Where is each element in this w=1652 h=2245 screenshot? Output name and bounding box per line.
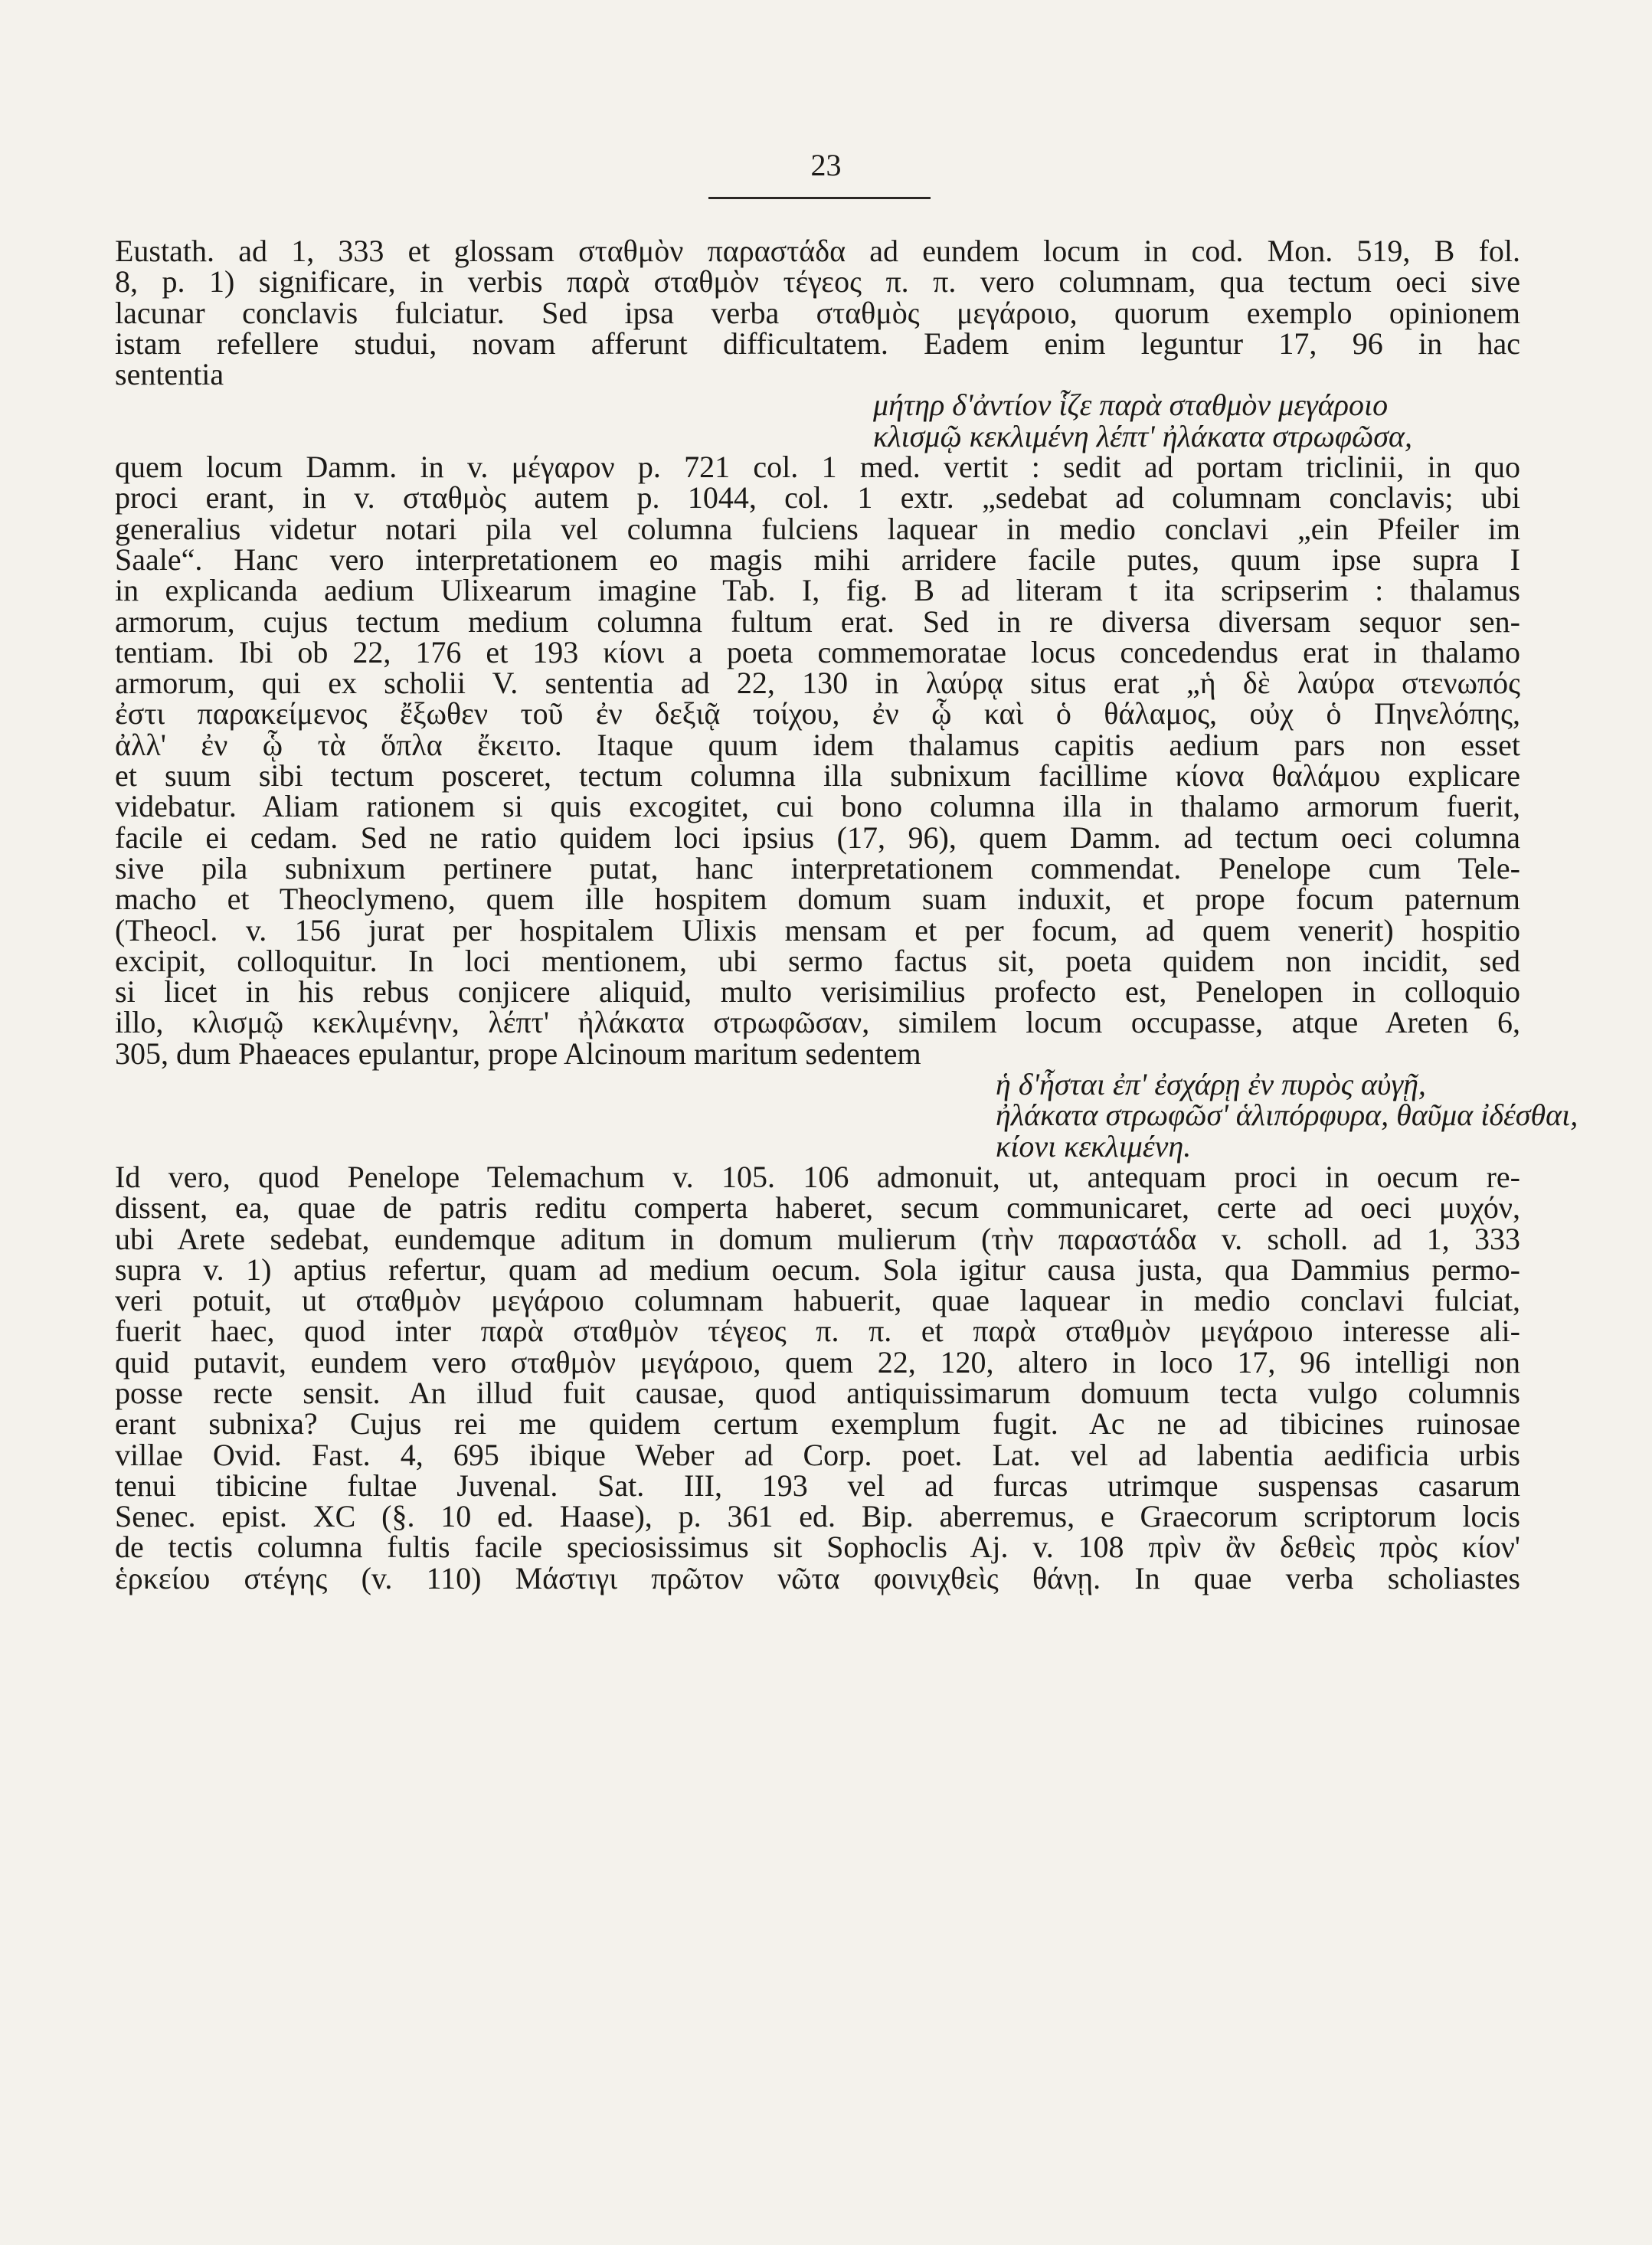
text-line: supra v. 1) aptius refertur, quam ad medium oecum. Sola igitur causa justa, qua Dammius permo- <box>115 1252 1520 1287</box>
text-line: videbatur. Aliam rationem si quis excogitet, cui bono columna illa in thalamo armorum fuerit, <box>115 789 1520 824</box>
text-line: illo, κλισμῷ κεκλιμένην, λέπτ' ἠλάκατα στρωφῶσαν, similem locum occupasse, atque Areten 6, <box>115 1005 1520 1040</box>
text-line: quid putavit, eundem vero σταθμὸν μεγάροιο, quem 22, 120, altero in loco 17, 96 intelligi non <box>115 1344 1520 1379</box>
text-line: lacunar conclavis fulciatur. Sed ipsa verba σταθμὸς μεγάροιο, quorum exemplo opinionem <box>115 295 1520 330</box>
text-line: armorum, cujus tectum medium columna fultum erat. Sed in re diversa diversam sequor sen- <box>115 604 1520 639</box>
text-line: veri potuit, ut σταθμὸν μεγάροιο columnam habuerit, quae laquear in medio conclavi fulciat, <box>115 1283 1520 1318</box>
text-line: 8, p. 1) significare, in verbis παρὰ σταθμὸν τέγεος π. π. vero columnam, qua tectum oeci sive <box>115 264 1520 299</box>
text-line: Saale“. Hanc vero interpretationem eo magis mihi arridere facile putes, quum ipse supra I <box>115 542 1520 577</box>
text-line: 305, dum Phaeaces epulantur, prope Alcinoum maritum sedentem <box>115 1036 921 1071</box>
text-line: sive pila subnixum pertinere putat, hanc interpretationem commendat. Penelope cum Tele- <box>115 850 1520 885</box>
text-line: et suum sibi tectum posceret, tectum columna illa subnixum facillime κίονα θαλάμου explicare <box>115 758 1520 794</box>
quote-line: ἠλάκατα στρωφῶσ' ἁλιπόρφυρα, θαῦμα ἰδέσθαι, <box>996 1098 1578 1133</box>
text-line: dissent, ea, quae de patris reditu comperta haberet, secum communicaret, certe ad oeci μυχόν, <box>115 1190 1520 1226</box>
quote-line: κλισμῷ κεκλιμένη λέπτ' ἠλάκατα στρωφῶσα, <box>873 418 1412 453</box>
page-number: 23 <box>810 148 842 182</box>
text-line: generalius videtur notari pila vel columna fulciens laquear in medio conclavi „ein Pfeiler im <box>115 511 1520 546</box>
text-line: excipit, colloquitur. In loci mentionem, ubi sermo factus sit, poeta quidem non incidit, sed <box>115 943 1520 978</box>
text-line: Eustath. ad 1, 333 et glossam σταθμὸν παραστάδα ad eundem locum in cod. Mon. 519, B fol. <box>115 234 1520 268</box>
text-line: in explicanda aedium Ulixearum imagine Tab. I, fig. B ad literam t ita scripserim : thalamus <box>115 573 1520 608</box>
text-line: tenui tibicine fultae Juvenal. Sat. III, 193 vel ad furcas utrimque suspensas casarum <box>115 1468 1520 1503</box>
text-line: sententia <box>115 357 224 392</box>
quote-line: μήτηρ δ'ἀντίον ἷζε παρὰ σταθμὸν μεγάροιο <box>873 388 1389 423</box>
text-line: Id vero, quod Penelope Telemachum v. 105. 106 admonuit, ut, antequam proci in oecum re- <box>115 1159 1520 1194</box>
text-line: armorum, qui ex scholii V. sententia ad 22, 130 in λαύρᾳ situs erat „ἡ δὲ λαύρα στενωπός <box>115 666 1520 701</box>
body-text <box>115 234 1578 1595</box>
text-line: ubi Arete sedebat, eundemque aditum in domum mulierum (τὴν παραστάδα v. scholl. ad 1, 333 <box>115 1221 1520 1256</box>
text-line: (Theocl. v. 156 jurat per hospitalem Ulixis mensam et per focum, ad quem venerit) hospitio <box>115 912 1520 947</box>
text-line: Senec. epist. XC (§. 10 ed. Haase), p. 361 ed. Bip. aberremus, e Graecorum scriptorum locis <box>115 1499 1520 1534</box>
text-line: tentiam. Ibi ob 22, 176 et 193 κίονι a poeta commemoratae locus concedendus erat in thalamo <box>115 634 1520 669</box>
text-line: ἑρκείου στέγης (v. 110) Μάστιγι πρῶτον νῶτα φοινιχθεὶς θάνῃ. In quae verba scholiastes <box>115 1560 1520 1595</box>
text-line: ἀλλ' ἐν ᾧ τὰ ὅπλα ἔκειτο. Itaque quum idem thalamus capitis aedium pars non esset <box>115 727 1520 762</box>
text-line: fuerit haec, quod inter παρὰ σταθμὸν τέγεος π. π. et παρὰ σταθμὸν μεγάροιο interesse ali- <box>115 1314 1520 1349</box>
text-line: de tectis columna fultis facile speciosissimus sit Sophoclis Aj. v. 108 πρὶν ἂν δεθεὶς πρὸς κίον' <box>115 1530 1520 1565</box>
text-line: proci erant, in v. σταθμὸς autem p. 1044, col. 1 extr. „sedebat ad columnam conclavis; ubi <box>115 480 1520 515</box>
text-line: istam refellere studui, novam afferunt difficultatem. Eadem enim leguntur 17, 96 in hac <box>115 326 1520 361</box>
quote-line: κίονι κεκλιμένη. <box>996 1128 1192 1163</box>
text-line: posse recte sensit. An illud fuit causae, quod antiquissimarum domuum tecta vulgo columnis <box>115 1375 1520 1410</box>
text-line: macho et Theoclymeno, quem ille hospitem domum suam induxit, et prope focum paternum <box>115 882 1520 917</box>
text-line: si licet in his rebus conjicere aliquid, multo verisimilius profecto est, Penelopen in colloquio <box>115 974 1520 1010</box>
text-line: quem locum Damm. in v. μέγαρον p. 721 col. 1 med. vertit : sedit ad portam triclinii, in quo <box>115 450 1520 485</box>
text-line: facile ei cedam. Sed ne ratio quidem loci ipsius (17, 96), quem Damm. ad tectum oeci columna <box>115 820 1520 855</box>
text-line: villae Ovid. Fast. 4, 695 ibique Weber ad Corp. poet. Lat. vel ad labentia aedificia urbis <box>115 1437 1520 1472</box>
header-rule <box>708 197 931 199</box>
quote-line: ἡ δ'ἧσται ἐπ' ἐσχάρῃ ἐν πυρὸς αὐγῇ, <box>996 1067 1426 1102</box>
text-line: ἐστι παρακείμενος ἔξωθεν τοῦ ἐν δεξιᾷ τοίχου, ἐν ᾧ καὶ ὁ θάλαμος, οὐχ ὁ Πηνελόπης, <box>115 696 1520 731</box>
text-line: erant subnixa? Cujus rei me quidem certum exemplum fugit. Ac ne ad tibicines ruinosae <box>115 1406 1520 1442</box>
